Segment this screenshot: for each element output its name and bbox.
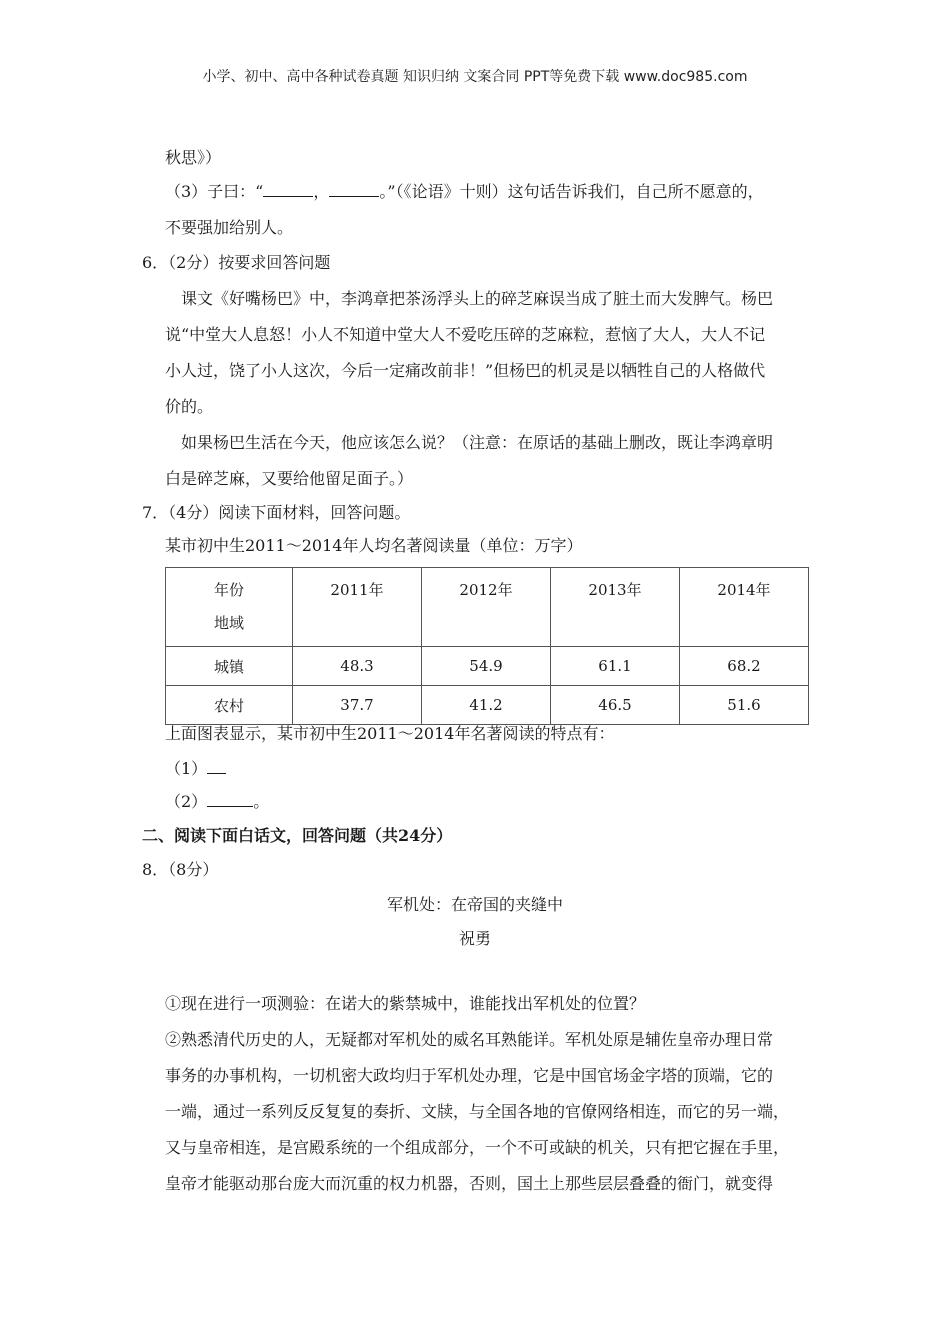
reading-line: 一端，通过一系列反反复复的奏折、文牍，与全国各地的官僚网络相连，而它的另一端， [165,1102,790,1121]
paragraph-line: 白是碎芝麻，又要给他留足面子。） [165,469,414,488]
question-8-heading: 8．（8分） [142,860,219,879]
text-line: 秋思》） [165,148,222,167]
section-2-heading: 二、阅读下面白话文，回答问题（共24分） [142,826,453,845]
table-row [166,647,809,686]
answer-blank[interactable] [207,759,226,774]
year-header-cell: 2011年 [293,568,422,647]
question-6-heading: 6．（2分）按要求回答问题 [142,253,331,272]
answer-blank[interactable] [329,182,379,197]
reading-line: ①现在进行一项测验：在诺大的紫禁城中，谁能找出军机处的位置？ [165,994,646,1013]
text-fragment: （3）子曰：“ [165,182,264,201]
text-line: 不要强加给别人。 [165,218,294,237]
row-label: 农村 [166,686,293,725]
article-author: 祝勇 [458,929,491,948]
paragraph-line: 课文《好嘴杨巴》中，李鸿章把茶汤浮头上的碎芝麻误当成了脏土而大发脾气。杨巴 [181,289,774,308]
year-header-cell: 2014年 [680,568,809,647]
text-fragment: （2） [165,792,208,811]
paragraph-line: 如果杨巴生活在今天，他应该怎么说？（注意：在原话的基础上删改，既让李鸿章明 [181,433,774,452]
year-header-cell: 2012年 [422,568,551,647]
table-corner-cell [166,568,293,647]
paragraph-line: 说“中堂大人息怒！小人不知道中堂大人不爱吃压碎的芝麻粒，惹恼了大人，大人不记 [165,325,766,344]
paragraph-line: 小人过，饶了小人这次，今后一定痛改前非！”但杨巴的机灵是以牺牲自己的人格做代 [165,361,766,380]
answer-line-1 [165,757,226,781]
paragraph-line: 价的。 [165,397,214,416]
text-fragment: 。”（《论语》十则）这句话告诉我们，自己所不愿意的， [379,182,764,201]
question-7-heading: 7．（4分）阅读下面材料，回答问题。 [142,503,411,522]
header-year-label: 年份 [213,581,244,599]
table-caption: 某市初中生2011～2014年人均名著阅读量（单位：万字） [165,536,583,555]
reading-line: 事务的办事机构，一切机密大政均归于军机处办理，它是中国官场金字塔的顶端，它的 [165,1066,774,1085]
table-cell: 46.5 [551,686,680,725]
article-title: 军机处：在帝国的夹缝中 [386,895,563,914]
year-header-cell: 2013年 [551,568,680,647]
answer-line-2 [165,790,269,814]
table-cell: 37.7 [293,686,422,725]
question-3-line [165,180,764,204]
page-header: 小学、初中、高中各种试卷真题 知识归纳 文案合同 PPT等免费下载 www.doc985.com [202,69,748,85]
reading-line: 又与皇帝相连，是宫殿系统的一个组成部分，一个不可或缺的机关，只有把它握在手里， [165,1138,790,1157]
answer-blank[interactable] [263,182,313,197]
header-region-label: 地域 [213,614,244,632]
table-header-row [166,568,809,647]
answer-blank[interactable] [207,792,253,807]
reading-line: ②熟悉清代历史的人，无疑都对军机处的威名耳熟能详。军机处原是辅佐皇帝办理日常 [165,1030,774,1049]
table-cell: 48.3 [293,647,422,686]
reading-table [165,567,809,725]
table-row [166,686,809,725]
text-fragment: （1） [165,759,208,778]
table-cell: 51.6 [680,686,809,725]
text-fragment: 。 [253,792,270,811]
table-cell: 54.9 [422,647,551,686]
table-cell: 41.2 [422,686,551,725]
row-label: 城镇 [166,647,293,686]
reading-line: 皇帝才能驱动那台庞大而沉重的权力机器，否则，国土上那些层层叠叠的衙门，就变得 [165,1174,774,1193]
text-fragment: ， [313,182,330,201]
table-cell: 61.1 [551,647,680,686]
text-line: 上面图表显示，某市初中生2011～2014年名著阅读的特点有： [165,724,615,743]
table-cell: 68.2 [680,647,809,686]
